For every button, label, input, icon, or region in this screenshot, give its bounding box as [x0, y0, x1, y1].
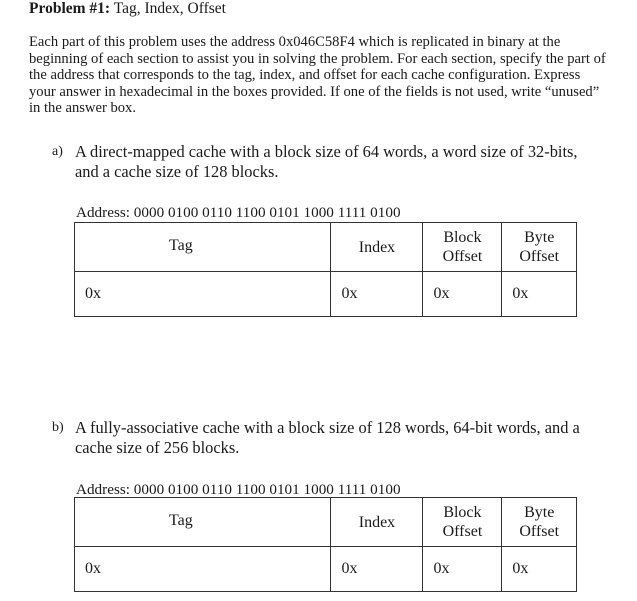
part-a-header-row: [75, 223, 577, 272]
part-b-text: A fully-associative cache with a block size of 128 words, 64-bit words, and a cache size of 256 blocks.: [75, 418, 580, 457]
part-a-text: A direct-mapped cache with a block size of 64 words, a word size of 32-bits, and a cache size of 128 blocks.: [75, 142, 578, 181]
part-a-index-header: Index: [331, 223, 423, 272]
part-a-tag-answer[interactable]: 0x: [75, 272, 331, 317]
part-b-tag-header: Tag: [75, 498, 331, 547]
part-b-address: Address: 0000 0100 0110 1100 0101 1000 1111 0100: [76, 481, 401, 498]
part-a-block-offset-answer[interactable]: 0x: [423, 272, 502, 317]
part-b-label: b): [52, 420, 64, 435]
part-b-byte-offset-answer[interactable]: 0x: [502, 547, 577, 592]
problem-subtitle: Tag, Index, Offset: [113, 0, 226, 17]
part-a-answer-table: [74, 222, 577, 317]
part-a-index-answer[interactable]: 0x: [331, 272, 423, 317]
part-a-block-offset-header: Block Offset: [423, 223, 502, 272]
problem-title: [29, 0, 226, 18]
part-b-answer-table: [74, 497, 577, 592]
part-a-byte-offset-header: Byte Offset: [502, 223, 577, 272]
part-a-label: a): [52, 144, 63, 159]
part-b-tag-answer[interactable]: 0x: [75, 547, 331, 592]
part-a-tag-header: Tag: [75, 223, 331, 272]
part-b-answer-row: [75, 547, 577, 592]
part-b-block-offset-header: Block Offset: [423, 498, 502, 547]
part-a-answer-row: [75, 272, 577, 317]
part-b-index-answer[interactable]: 0x: [331, 547, 423, 592]
part-b-byte-offset-header: Byte Offset: [502, 498, 577, 547]
part-b-block-offset-answer[interactable]: 0x: [423, 547, 502, 592]
problem-number: Problem #1:: [29, 0, 111, 17]
part-a-byte-offset-answer[interactable]: 0x: [502, 272, 577, 317]
part-a-address: Address: 0000 0100 0110 1100 0101 1000 1111 0100: [76, 204, 401, 221]
part-b-header-row: [75, 498, 577, 547]
problem-intro: Each part of this problem uses the address 0x046C58F4 which is replicated in binary at the beginning of each section to assist you in solving the problem. For each section, specify the part of the address that corresponds to the tag, index, and offset for each cache configuration. Express your answer in hexadecimal in the boxes provided. If one of the fields is not used, write “unused” in the answer box.: [29, 34, 606, 117]
part-b-index-header: Index: [331, 498, 423, 547]
